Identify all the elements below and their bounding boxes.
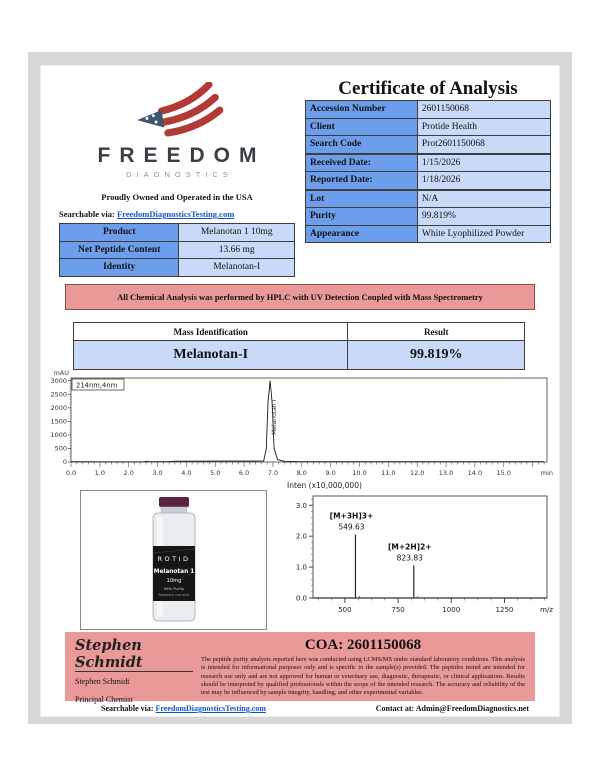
tagline: Proudly Owned and Operated in the USA <box>101 192 253 202</box>
result-table <box>73 322 525 370</box>
svg-text:8.0: 8.0 <box>296 469 307 477</box>
coa-number: COA: 2601150068 <box>304 637 422 653</box>
reported-date-value: 1/18/2026 <box>417 172 550 190</box>
brand-name: FREEDOM <box>97 144 266 167</box>
svg-text:1.0: 1.0 <box>94 469 106 477</box>
table-row <box>306 154 551 172</box>
svg-text:7.0: 7.0 <box>267 469 279 477</box>
svg-text:6.0: 6.0 <box>238 469 250 477</box>
svg-text:2.0: 2.0 <box>123 469 134 477</box>
svg-text:15.0: 15.0 <box>496 469 511 477</box>
lot-label: Lot <box>306 190 418 208</box>
coa-page <box>41 66 559 716</box>
search-code-value: Prot2601150068 <box>417 136 550 154</box>
footer-searchable-link[interactable]: FreedomDiagnosticsTesting.com <box>155 704 266 713</box>
accession-value: 2601150068 <box>417 101 550 119</box>
net-peptide-value: 13.66 mg <box>179 241 295 259</box>
svg-text:549.63: 549.63 <box>338 522 365 532</box>
table-row <box>306 118 551 136</box>
table-row <box>306 190 551 208</box>
svg-text:214nm,4nm: 214nm,4nm <box>76 381 118 390</box>
table-row <box>306 136 551 154</box>
reported-date-label: Reported Date: <box>306 172 418 190</box>
vial-note-text: Research use only <box>158 593 189 597</box>
signatory-title: Principal Chemist <box>75 695 133 704</box>
svg-text:0.0: 0.0 <box>295 594 307 603</box>
vial-purity-text: 99% Purity <box>163 586 184 591</box>
client-label: Client <box>306 118 418 136</box>
disclaimer-text: The peptide purity analysis reported here was conducted using LCMS/MS under standard laboratory conditions. This analysis is intended for informational purposes only and is specific to the sample(s) provided. The peptides tested are intended for research use only and are not approved for human or veterinary use, diagnostic, therapeutic, or clinical applications. Results should be interpreted by qualified professionals within the scope of the intended research. The accuracy and reliability of the test may be influenced by sample integrity, handling, and other experimental variables. <box>201 656 525 697</box>
svg-text:[M+2H]2+: [M+2H]2+ <box>387 542 432 552</box>
product-value: Melanotan 1 10mg <box>179 224 295 242</box>
result-value: 99.819% <box>348 341 525 370</box>
svg-text:3.0: 3.0 <box>295 501 307 510</box>
chromatogram-chart <box>41 366 557 490</box>
svg-text:1250: 1250 <box>495 606 514 614</box>
svg-text:[M+3H]3+: [M+3H]3+ <box>329 511 374 521</box>
footer-contact: Contact at: Admin@FreedomDiagnostics.net <box>375 704 529 713</box>
table-row <box>60 259 295 277</box>
svg-text:500: 500 <box>54 444 67 453</box>
signature-block <box>65 632 535 704</box>
svg-text:14.0: 14.0 <box>467 469 483 477</box>
svg-text:mAU: mAU <box>53 369 69 377</box>
svg-text:2.0: 2.0 <box>295 532 307 541</box>
mass-identification-header: Mass Identification <box>74 323 348 341</box>
freedom-flag-logo-icon <box>125 82 229 142</box>
svg-text:1.0: 1.0 <box>295 563 307 572</box>
vial-photo <box>144 496 204 624</box>
svg-text:0: 0 <box>62 458 67 467</box>
svg-text:m/z: m/z <box>540 606 553 614</box>
vial-dose-text: 10mg <box>166 578 181 584</box>
product-label: Product <box>60 224 179 242</box>
svg-text:3000: 3000 <box>50 376 67 385</box>
svg-text:1500: 1500 <box>50 417 67 426</box>
svg-text:500: 500 <box>338 606 352 614</box>
accession-table <box>305 100 551 154</box>
analysis-method-banner: All Chemical Analysis was performed by HPLC with UV Detection Coupled with Mass Spectrometry <box>65 284 535 310</box>
svg-text:5.0: 5.0 <box>210 469 221 477</box>
svg-text:Melanotan I: Melanotan I <box>271 399 279 435</box>
search-code-label: Search Code <box>306 136 418 154</box>
product-photo-frame <box>80 490 267 630</box>
svg-text:9.0: 9.0 <box>325 469 336 477</box>
lot-table <box>305 190 551 244</box>
signature-script: Stephen Schmidt <box>75 637 193 672</box>
svg-text:11.0: 11.0 <box>381 469 396 477</box>
vial-product-text: Melanotan 1 <box>153 569 194 575</box>
mass-spectrum-chart <box>277 478 557 630</box>
mass-spectrum-panel <box>277 478 557 630</box>
product-table <box>59 223 295 277</box>
svg-text:4.0: 4.0 <box>181 469 192 477</box>
svg-text:2000: 2000 <box>50 404 67 413</box>
signatory-name: Stephen Schmidt <box>75 677 130 686</box>
appearance-label: Appearance <box>306 225 418 243</box>
svg-text:min: min <box>540 469 553 477</box>
footer-searchable-label: Searchable via: <box>101 704 154 713</box>
lot-value: N/A <box>417 190 550 208</box>
searchable-line <box>59 209 295 219</box>
svg-text:Inten (x10,000,000): Inten (x10,000,000) <box>287 481 362 490</box>
net-peptide-label: Net Peptide Content <box>60 241 179 259</box>
signatory-column <box>75 637 193 704</box>
table-row <box>306 208 551 226</box>
received-date-label: Received Date: <box>306 154 418 172</box>
svg-text:1000: 1000 <box>442 606 461 614</box>
identity-value: Melanotan-I <box>179 259 295 277</box>
identity-label: Identity <box>60 259 179 277</box>
table-row <box>60 241 295 259</box>
vial-brand-text: ROTID <box>156 555 191 563</box>
svg-text:13.0: 13.0 <box>438 469 454 477</box>
table-row <box>306 101 551 119</box>
mass-identification-value: Melanotan-I <box>74 341 348 370</box>
svg-text:3.0: 3.0 <box>152 469 163 477</box>
coa-disclaimer-column <box>193 637 525 697</box>
searchable-link[interactable]: FreedomDiagnosticsTesting.com <box>116 209 235 219</box>
lab-identity-block <box>59 82 295 277</box>
result-header: Result <box>348 323 525 341</box>
svg-text:10.0: 10.0 <box>352 469 367 477</box>
svg-text:1000: 1000 <box>50 431 67 440</box>
svg-text:0.0: 0.0 <box>65 469 77 477</box>
client-value: Protide Health <box>417 118 550 136</box>
appearance-value: White Lyophilized Powder <box>417 225 550 243</box>
dates-table <box>305 154 551 190</box>
svg-text:12.0: 12.0 <box>409 469 425 477</box>
chromatogram-panel <box>41 366 557 490</box>
accession-label: Accession Number <box>306 101 418 119</box>
page-footer <box>65 704 535 713</box>
table-row <box>74 323 525 341</box>
brand-subtitle: DIAGNOSTICS <box>126 170 233 179</box>
purity-value: 99.819% <box>417 208 550 226</box>
searchable-label: Searchable via: <box>59 209 115 219</box>
svg-text:823.83: 823.83 <box>396 553 423 563</box>
svg-text:750: 750 <box>391 606 405 614</box>
table-row <box>306 172 551 190</box>
purity-label: Purity <box>306 208 418 226</box>
certificate-header-block <box>305 78 551 243</box>
svg-text:2500: 2500 <box>50 390 67 399</box>
footer-searchable <box>101 704 266 713</box>
page-title: Certificate of Analysis <box>338 78 518 99</box>
table-row <box>306 225 551 243</box>
received-date-value: 1/15/2026 <box>417 154 550 172</box>
table-row <box>60 224 295 242</box>
